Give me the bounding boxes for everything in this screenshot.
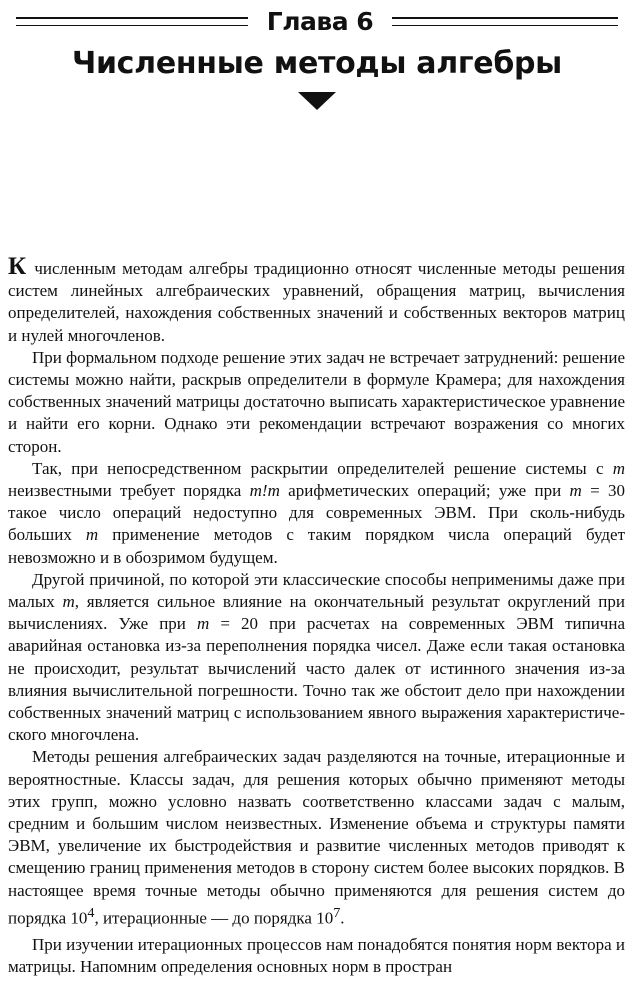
math-variable: m (85, 525, 99, 545)
chapter-title: Численные методы алгебры (72, 46, 562, 81)
paragraph-3 (8, 458, 625, 569)
text-run: , является сильное влияние на окончательный результат округлений при вычислениях. Уже при (8, 592, 625, 634)
text-run: арифметических операций; уже при (279, 481, 570, 501)
paragraph-1-text: численным методам алгебры традиционно относят численные методы решения систем линейных алгебраических уравнений, обращения матриц, вычисления определителей, нахождения собственных значений и собственных векторов матриц и нулей многочленов. (8, 259, 625, 345)
decorative-rule-right (392, 17, 618, 26)
paragraph-1 (8, 253, 625, 347)
math-variable: m (569, 481, 582, 501)
math-variable: m (62, 592, 75, 612)
body-text (8, 253, 625, 978)
math-variable: m (196, 614, 210, 634)
decorative-rule-left (16, 17, 248, 26)
math-expression: m!m (249, 481, 280, 501)
text-run: Методы решения алгебраических задач разделяются на точные, итерационные и вероятностные. Классы задач, для решения которых обычно применяют методы этих групп, можно условно назвать соответственно классами задач с малым, средним и большим числом неизвестных. Изменение объема и структуры памяти ЭВМ, увеличение их быстродействия и развитие численных методов приводят к смещению границ применения методов в сторону систем более высоких порядков. В настоящее время точные методы обычно применяются для решения систем до порядка 10 (8, 747, 625, 928)
text-run: Так, при непосредственном раскрытии определителей решение системы с (32, 458, 613, 478)
chapter-header (0, 8, 634, 36)
paragraph-2: При формальном подходе решение этих задач не встречает затруднений: решение системы можно найти, раскрыв определители в формуле Крамера; для нахождения собственных значений матрицы достаточно выписать характеристическое уравнение и найти его корни. Однако эти рекомендации встречают возражения со многих сторон. (8, 347, 625, 456)
text-run: неизвестными требует порядка (8, 481, 250, 501)
paragraph-6: При изучении итерационных процессов нам понадобятся понятия норм вектора и матрицы. Напомним определения основных норм в простран (8, 934, 625, 976)
drop-cap: К (8, 253, 27, 280)
chapter-label: Глава 6 (266, 7, 374, 36)
exponent: 7 (333, 904, 341, 921)
text-run: . (340, 908, 345, 928)
text-run: применение методов с таким порядком числа операций будет невозможно и в обозримом будущем. (8, 525, 625, 567)
triangle-ornament-icon (298, 92, 336, 110)
exponent: 4 (87, 904, 95, 921)
text-run: , итерационные — до порядка 10 (94, 908, 334, 928)
paragraph-5 (8, 746, 625, 929)
paragraph-4 (8, 569, 625, 747)
text-run: Другой причиной, по которой эти классические способы неприменимы даже при малых (8, 569, 625, 612)
text-run: = 20 при расчетах на современных ЭВМ типична аварийная остановка из-за переполнения порядка чисел. Даже если такая остановка не происходит, результат вычислений часто далек от истинного значения из-за влияния вычислительной погрешности. Точно так же обстоит дело при нахождении собственных значений матриц с использованием явного выражения характеристического многочлена. (8, 614, 625, 745)
text-run: = 30 такое число операций недоступно для современных ЭВМ. При сколь-нибудь больших (8, 481, 625, 545)
math-variable: m (612, 458, 625, 478)
